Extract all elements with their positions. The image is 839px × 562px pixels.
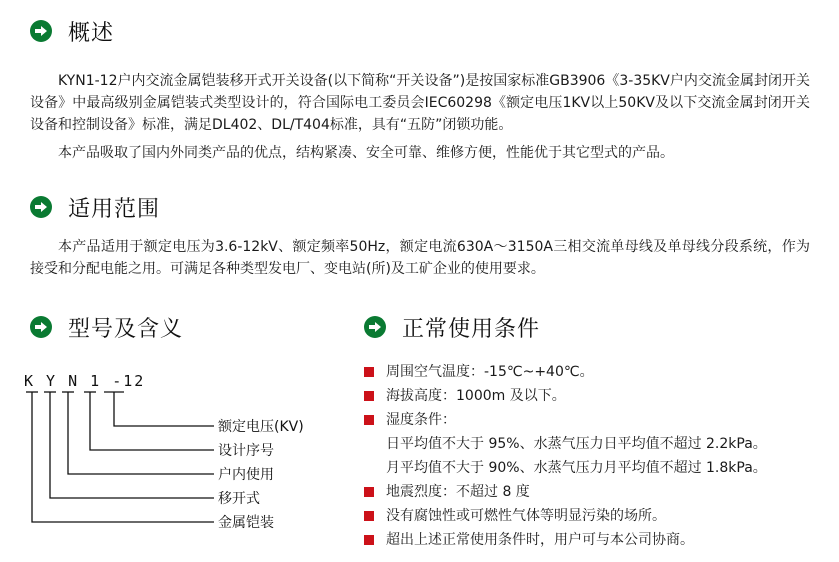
scope-title: 适用范围 (68, 196, 161, 222)
red-square-icon (364, 511, 374, 521)
list-item: 海拔高度：1000m 及以下。 (360, 384, 830, 408)
red-square-icon (364, 487, 374, 497)
model-label-design-number: 设计序号 (218, 443, 274, 459)
overview-paragraph-1: KYN1-12户内交流金属铠装移开式开关设备(以下简称“开关设备”)是按国家标准GB3906《3-35KV户内交流金属封闭开关设备》中最高级别金属铠装式类型设计的，符合国际电工委员会IEC60298《额定电压1KV以上50KV及以下交流金属封闭开关设备和控制设备》标准，满足DL402、DL/T404标准，具有“五防”闭锁功能。 (30, 73, 810, 133)
list-sub-item: 日平均值不大于 95%、水蒸气压力日平均值不超过 2.2kPa。 (386, 436, 767, 452)
overview-title: 概述 (68, 20, 115, 46)
model-label-rated-voltage: 额定电压(KV) (218, 419, 304, 435)
red-square-icon (364, 391, 374, 401)
conditions-heading (364, 310, 540, 344)
scope-paragraph: 本产品适用于额定电压为3.6-12kV、额定频率50Hz，额定电流630A～3150A三相交流单母线及单母线分段系统，作为接受和分配电能之用。可满足各种类型发电厂、变电站(所)及工矿企业的使用要求。 (30, 239, 810, 277)
model-title: 型号及含义 (68, 316, 184, 342)
arrow-right-circle-icon (364, 316, 386, 338)
list-item: 湿度条件： (360, 408, 830, 432)
list-item: 地震烈度：不超过 8 度 (360, 480, 830, 504)
model-label-withdrawable: 移开式 (218, 491, 260, 507)
model-label-indoor: 户内使用 (218, 467, 274, 483)
list-item: 周围空气温度：-15℃~+40℃。 (360, 360, 830, 384)
conditions-title: 正常使用条件 (402, 316, 541, 342)
red-square-icon (364, 415, 374, 425)
list-sub-item: 月平均值不大于 90%、水蒸气压力月平均值不超过 1.8kPa。 (386, 460, 767, 476)
red-square-icon (364, 535, 374, 545)
model-label-metal-clad: 金属铠装 (218, 515, 274, 531)
list-item: 超出上述正常使用条件时，用户可与本公司协商。 (360, 528, 830, 552)
red-square-icon (364, 367, 374, 377)
model-code: K Y N 1 -12 (24, 372, 146, 390)
overview-paragraph-2: 本产品吸取了国内外同类产品的优点，结构紧凑、安全可靠、维修方便，性能优于其它型式的产品。 (58, 145, 674, 161)
conditions-list (360, 360, 830, 552)
list-item: 没有腐蚀性或可燃性气体等明显污染的场所。 (360, 504, 830, 528)
